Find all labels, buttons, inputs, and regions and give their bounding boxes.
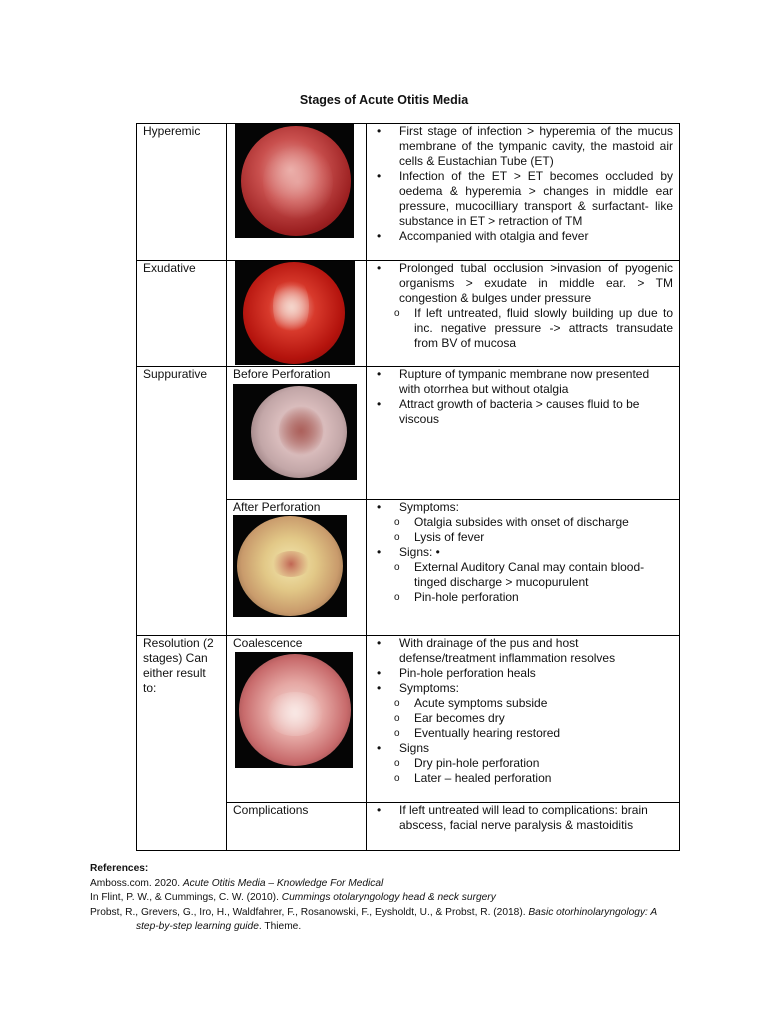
bullet-list	[369, 367, 673, 427]
image-cell	[227, 367, 367, 500]
reference-item	[90, 891, 690, 906]
symptoms-label: Symptoms:	[399, 681, 460, 695]
reference-text: In Flint, P. W., & Cummings, C. W. (2010).	[90, 892, 282, 903]
description-cell	[367, 803, 680, 851]
stage-label-hyperemic: Hyperemic	[137, 124, 227, 261]
otoscope-image-hyperemic	[235, 124, 354, 238]
table-row	[137, 636, 680, 803]
sub-list-item: o Ear becomes dry	[369, 711, 673, 726]
reference-text: Amboss.com. 2020.	[90, 877, 183, 889]
phase-label-complications: Complications	[227, 803, 367, 851]
sub-list	[369, 756, 673, 786]
description-cell	[367, 367, 680, 500]
sub-list	[369, 696, 673, 741]
list-item: • Pin-hole perforation heals	[369, 666, 673, 681]
references-heading: References:	[90, 863, 149, 874]
list-item: • Infection of the ET > ET becomes occluded by oedema & hyperemia > changes in middle ear pressure, mucocilliary transport & surfactant- like substance in ET > retraction of TM	[369, 169, 673, 229]
otoscope-image-exudative	[235, 261, 355, 365]
table-row	[137, 124, 680, 261]
list-item: • With drainage of the pus and host defense/treatment inflammation resolves	[369, 636, 673, 666]
image-cell	[227, 636, 367, 803]
bullet-list	[369, 500, 673, 605]
sub-list-item: o External Auditory Canal may contain blood- tinged discharge > mucopurulent	[369, 560, 673, 590]
otoscope-image-after-perforation	[233, 515, 347, 617]
list-item-text: Prolonged tubal occlusion >invasion of pyogenic organisms > exudate in middle ear. > TM congestion & bulges under pressure	[399, 261, 673, 305]
description-cell	[367, 636, 680, 803]
sub-list-item: o If left untreated, fluid slowly building up due to inc. negative pressure -> attracts transudate from BV of mucosa	[369, 306, 673, 351]
bullet-list	[369, 803, 673, 833]
phase-label-before-perforation: Before Perforation	[233, 367, 331, 381]
list-item	[369, 500, 673, 545]
list-item: • Attract growth of bacteria > causes fluid to be viscous	[369, 397, 673, 427]
phase-label-after-perforation: After Perforation	[233, 500, 321, 514]
reference-item	[90, 906, 690, 921]
sub-list	[369, 560, 673, 605]
sub-list-item: o Later – healed perforation	[369, 771, 673, 786]
list-item: • Accompanied with otalgia and fever	[369, 229, 673, 244]
page-title: Stages of Acute Otitis Media	[299, 93, 469, 107]
description-cell	[367, 124, 680, 261]
otoscope-image-before-perforation	[233, 384, 357, 480]
reference-item-continued	[90, 920, 690, 935]
list-item	[369, 261, 673, 351]
reference-item	[90, 877, 690, 892]
sub-list	[369, 515, 673, 545]
list-item	[369, 741, 673, 786]
symptoms-label: Symptoms:	[399, 500, 460, 514]
list-item	[369, 681, 673, 741]
reference-text: . Thieme.	[258, 921, 302, 932]
references	[90, 862, 690, 935]
list-item	[369, 545, 673, 605]
table-row	[137, 261, 680, 367]
description-cell	[367, 261, 680, 367]
sub-list-item: o Dry pin-hole perforation	[369, 756, 673, 771]
otoscope-image-coalescence	[235, 652, 353, 768]
reference-title: Cummings otolaryngology head & neck surgery	[281, 892, 496, 903]
image-cell	[227, 261, 367, 367]
list-item: • If left untreated will lead to complications: brain abscess, facial nerve paralysis & mastoiditis	[369, 803, 673, 833]
list-item: • Rupture of tympanic membrane now presented with otorrhea but without otalgia	[369, 367, 673, 397]
bullet-list	[369, 636, 673, 786]
reference-text: Probst, R., Grevers, G., Iro, H., Waldfahrer, F., Rosanowski, F., Eysholdt, U., & Probst, R. (2018).	[90, 906, 529, 918]
table-row	[137, 367, 680, 500]
bullet-list	[369, 261, 673, 351]
stage-label-resolution: Resolution (2 stages) Can either result to:	[137, 636, 227, 851]
signs-label: Signs	[399, 741, 430, 755]
reference-title: Acute Otitis Media – Knowledge For Medical	[182, 877, 384, 889]
bullet-list	[369, 124, 673, 244]
list-item: • First stage of infection > hyperemia of the mucus membrane of the tympanic cavity, the mastoid air cells & Eustachian Tube (ET)	[369, 124, 673, 169]
sub-list-item: o Eventually hearing restored	[369, 726, 673, 741]
reference-title: step-by-step learning guide	[136, 921, 259, 932]
image-cell	[227, 124, 367, 261]
sub-list	[369, 306, 673, 351]
description-cell	[367, 500, 680, 636]
stage-label-suppurative: Suppurative	[137, 367, 227, 636]
signs-label: Signs: •	[399, 545, 440, 559]
sub-list-item: o Otalgia subsides with onset of discharge	[369, 515, 673, 530]
sub-list-item: o Lysis of fever	[369, 530, 673, 545]
sub-list-item: o Acute symptoms subside	[369, 696, 673, 711]
phase-label-coalescence: Coalescence	[233, 636, 303, 650]
sub-list-item: o Pin-hole perforation	[369, 590, 673, 605]
stages-table	[136, 123, 680, 851]
image-cell	[227, 500, 367, 636]
stage-label-exudative: Exudative	[137, 261, 227, 367]
reference-title: Basic otorhinolaryngology: A	[528, 906, 658, 918]
